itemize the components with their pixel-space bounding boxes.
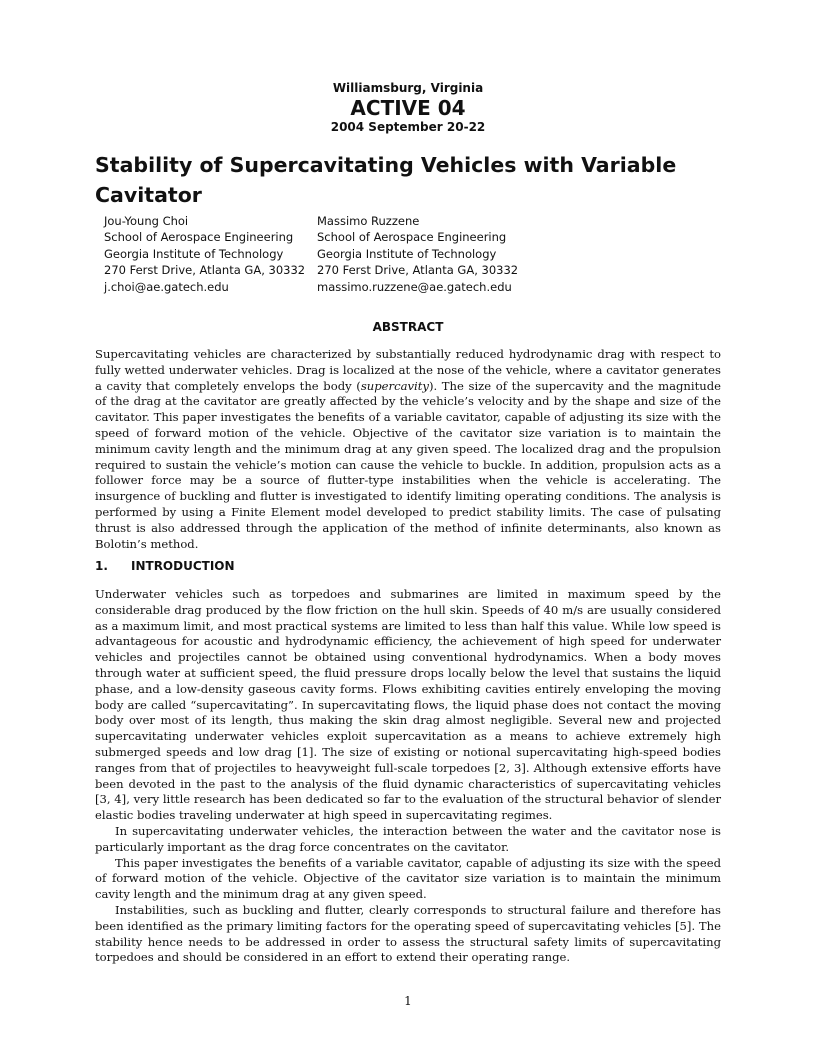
author-address: 270 Ferst Drive, Atlanta GA, 30332 [104, 263, 306, 278]
conference-location: Williamsburg, Virginia [332, 81, 484, 95]
abstract-text-part-2: ). The size of the supercavity and the magnitude of the drag at the cavitator are greatly affected by the vehicle’s velocity and by the shape and size of the cavitator. This paper investigates the benefits of a variable cavitator, capable of adjusting its size with the speed of forward motion of the vehicle. Objective of the cavitator size variation is to maintain the minimum cavity length and the minimum drag at any given speed. The localized drag and the propulsion required to sustain the vehicle’s motion can cause the vehicle to buckle. In addition, propulsion acts as a follower force may be a source of flutter-type instabilities when the vehicle is accelerating. The insurgence of buckling and flutter is investigated to identify limiting operating conditions. The analysis is performed by using a Finite Element model developed to predict stability limits. The case of pulsating thrust is also addressed through the application of the method of infinite determinants, also known as Bolotin’s method. [95, 378, 722, 551]
section-title: INTRODUCTION [131, 559, 235, 573]
introduction-text [95, 587, 721, 966]
intro-paragraph-2: In supercavitating underwater vehicles, the interaction between the water and the cavitator nose is particularly important as the drag force concentrates on the cavitator. [95, 823, 721, 854]
intro-paragraph-3: This paper investigates the benefits of a variable cavitator, capable of adjusting its size with the speed of forward motion of the vehicle. Objective of the cavitator size variation is to maintain the minimum cavity length and the minimum drag at any given speed. [95, 855, 721, 902]
introduction-heading [95, 558, 235, 574]
author-institution: Georgia Institute of Technology [317, 246, 497, 261]
page-number: 1 [404, 994, 412, 1008]
author-institution: Georgia Institute of Technology [104, 246, 284, 261]
abstract-italic-term: supercavity [360, 378, 429, 393]
conference-date: 2004 September 20-22 [330, 120, 486, 134]
author-block-2 [317, 213, 518, 295]
author-name: Jou-Young Choi [104, 214, 189, 228]
author-name: Massimo Ruzzene [317, 214, 420, 228]
paper-title: Stability of Supercavitating Vehicles with Variable Cavitator [95, 153, 677, 207]
section-number: 1. [95, 559, 108, 573]
abstract-text-part-1: Supercavitating vehicles are characterized by substantially reduced hydrodynamic drag with respect to fully wetted underwater vehicles. Drag is localized at the nose of the vehicle, where a cavitator generates a cavity that completely envelops the body ( [95, 347, 721, 393]
conference-name: ACTIVE 04 [350, 96, 466, 120]
abstract-paragraph [95, 347, 721, 552]
intro-paragraph-4: Instabilities, such as buckling and flutter, clearly corresponds to structural failure and therefore has been identified as the primary limiting factors for the operating speed of supercavitating vehicles [5]. The stability hence needs to be addressed in order to assess the structural safety limits of supercavitating torpedoes and should be considered in an effort to extend their operating range. [95, 902, 721, 965]
abstract-heading: ABSTRACT [372, 320, 444, 334]
author-email: j.choi@ae.gatech.edu [104, 279, 229, 294]
author-email: massimo.ruzzene@ae.gatech.edu [317, 279, 512, 294]
author-address: 270 Ferst Drive, Atlanta GA, 30332 [317, 263, 519, 278]
author-department: School of Aerospace Engineering [317, 230, 507, 245]
abstract-text [95, 347, 721, 552]
author-block-1 [104, 213, 305, 295]
author-department: School of Aerospace Engineering [104, 230, 294, 245]
conference-header [0, 80, 816, 135]
intro-paragraph-1: Underwater vehicles such as torpedoes and submarines are limited in maximum speed by the considerable drag produced by the flow friction on the hull skin. Speeds of 40 m/s are usually considered as a maximum limit, and most practical systems are limited to less than half this value. While low speed is advantageous for acoustic and hydrodynamic efficiency, the achievement of high speed for underwater vehicles and projectiles cannot be obtained using conventional hydrodynamics. When a body moves through water at sufficient speed, the fluid pressure drops locally below the level that sustains the liquid phase, and a low-density gaseous cavity forms. Flows exhibiting cavities entirely enveloping the moving body are called “supercavitating”. In supercavitating flows, the liquid phase does not contact the moving body over most of its length, thus making the skin drag almost negligible. Several new and projected supercavitating underwater vehicles exploit supercavitation as a means to achieve extremely high submerged speeds and low drag [1]. The size of existing or notional supercavitating high-speed bodies ranges from that of projectiles to heavyweight full-scale torpedoes [2, 3]. Although extensive efforts have been devoted in the past to the analysis of the fluid dynamic characteristics of supercavitating vehicles [3, 4], very little research has been dedicated so far to the evaluation of the structural behavior of slender elastic bodies traveling underwater at high speed in supercavitating regimes. [95, 587, 721, 823]
